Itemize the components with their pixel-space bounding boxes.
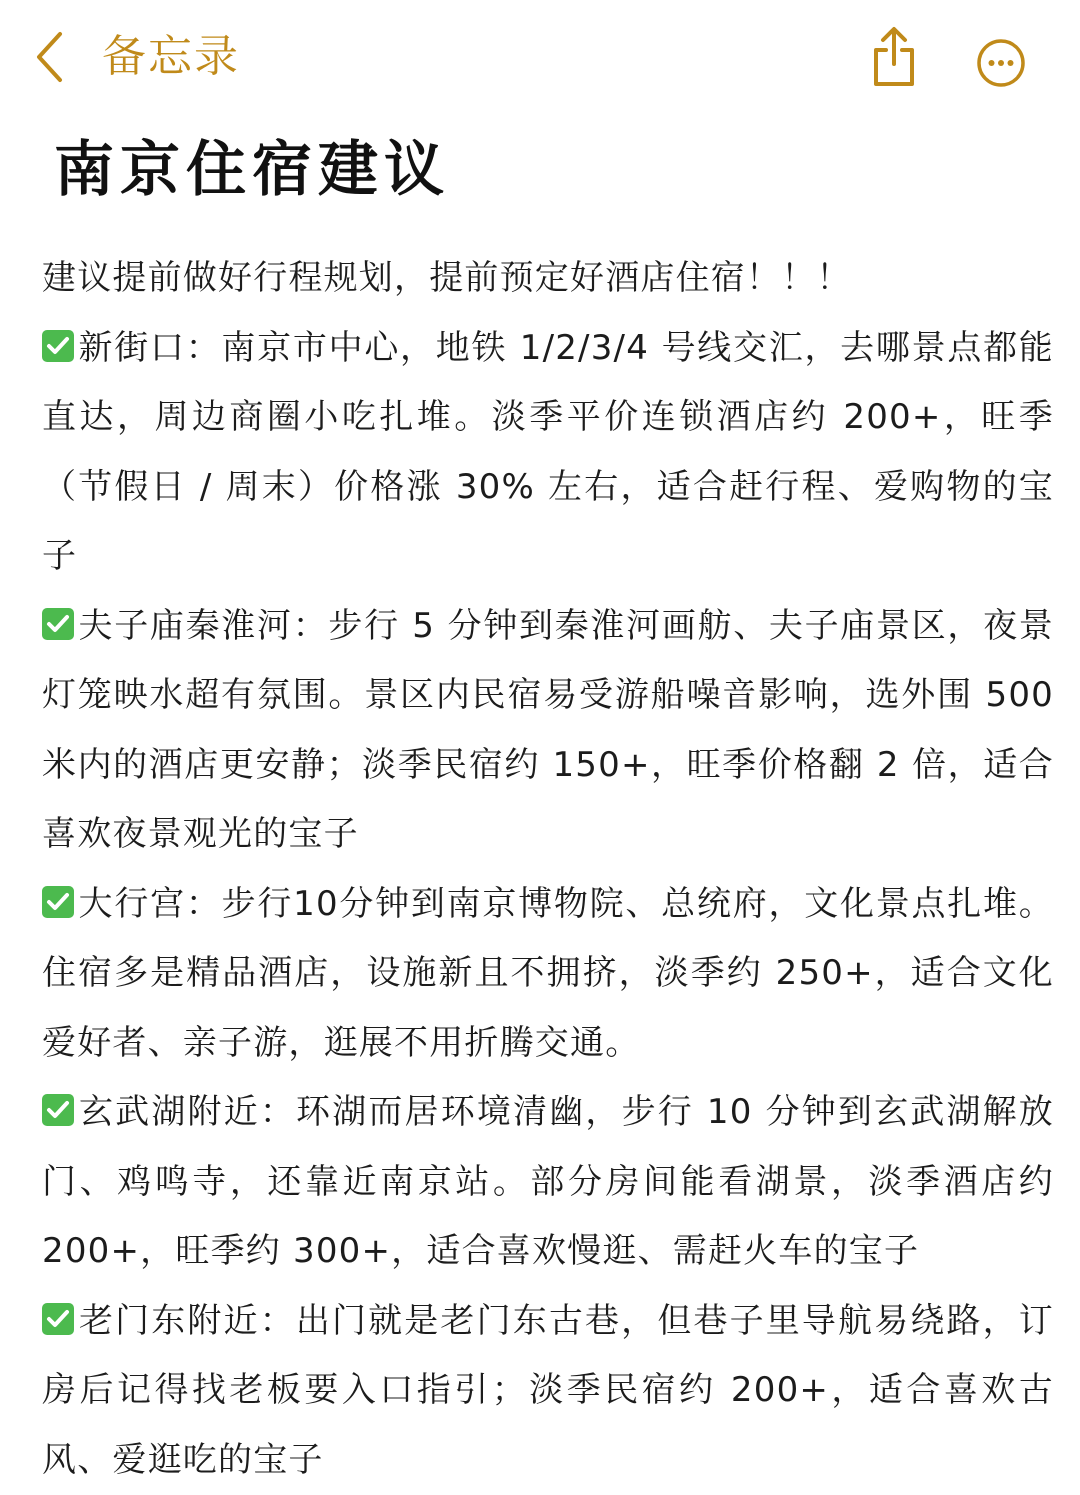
back-button[interactable] — [34, 22, 240, 92]
list-item — [42, 1078, 1054, 1287]
list-item-text: 玄武湖附近：环湖而居环境清幽，步行 10 分钟到玄武湖解放门、鸡鸣寺，还靠近南京站。部分房间能看湖景，淡季酒店约 200+，旺季约 300+，适合喜欢慢逛、需赶火车的宝子 — [42, 1092, 1054, 1271]
list-item — [42, 1287, 1054, 1495]
check-icon — [42, 330, 74, 362]
intro-paragraph: 建议提前做好行程规划，提前预定好酒店住宿！！！ — [42, 244, 1054, 314]
check-icon — [42, 886, 74, 918]
back-label: 备忘录 — [102, 22, 240, 92]
list-item-text: 新街口：南京市中心，地铁 1/2/3/4 号线交汇，去哪景点都能直达，周边商圈小吃扎堆。淡季平价连锁酒店约 200+，旺季（节假日 / 周末）价格涨 30% 左右，适合赶行程、爱购物的宝子 — [42, 328, 1054, 577]
share-button[interactable] — [868, 26, 920, 88]
list-item — [42, 592, 1054, 870]
list-item-text: 大行宫：步行10分钟到南京博物院、总统府，文化景点扎堆。住宿多是精品酒店，设施新且不拥挤，淡季约 250+，适合文化爱好者、亲子游，逛展不用折腾交通。 — [42, 884, 1054, 1063]
chevron-left-icon — [34, 31, 64, 83]
note-body[interactable] — [42, 244, 1054, 1495]
more-button[interactable] — [976, 38, 1026, 88]
list-item — [42, 314, 1054, 592]
check-icon — [42, 1303, 74, 1335]
navbar — [0, 0, 1080, 120]
list-item-text: 夫子庙秦淮河：步行 5 分钟到秦淮河画舫、夫子庙景区，夜景灯笼映水超有氛围。景区内民宿易受游船噪音影响，选外围 500 米内的酒店更安静；淡季民宿约 150+，旺季价格翻 2 倍，适合喜欢夜景观光的宝子 — [42, 606, 1054, 855]
note-title: 南京住宿建议 — [54, 130, 450, 210]
check-icon — [42, 1094, 74, 1126]
more-icon — [976, 38, 1026, 88]
share-icon — [868, 26, 920, 88]
check-icon — [42, 608, 74, 640]
list-item-text: 老门东附近：出门就是老门东古巷，但巷子里导航易绕路，订房后记得找老板要入口指引；淡季民宿约 200+，适合喜欢古风、爱逛吃的宝子 — [42, 1301, 1054, 1480]
list-item — [42, 870, 1054, 1079]
